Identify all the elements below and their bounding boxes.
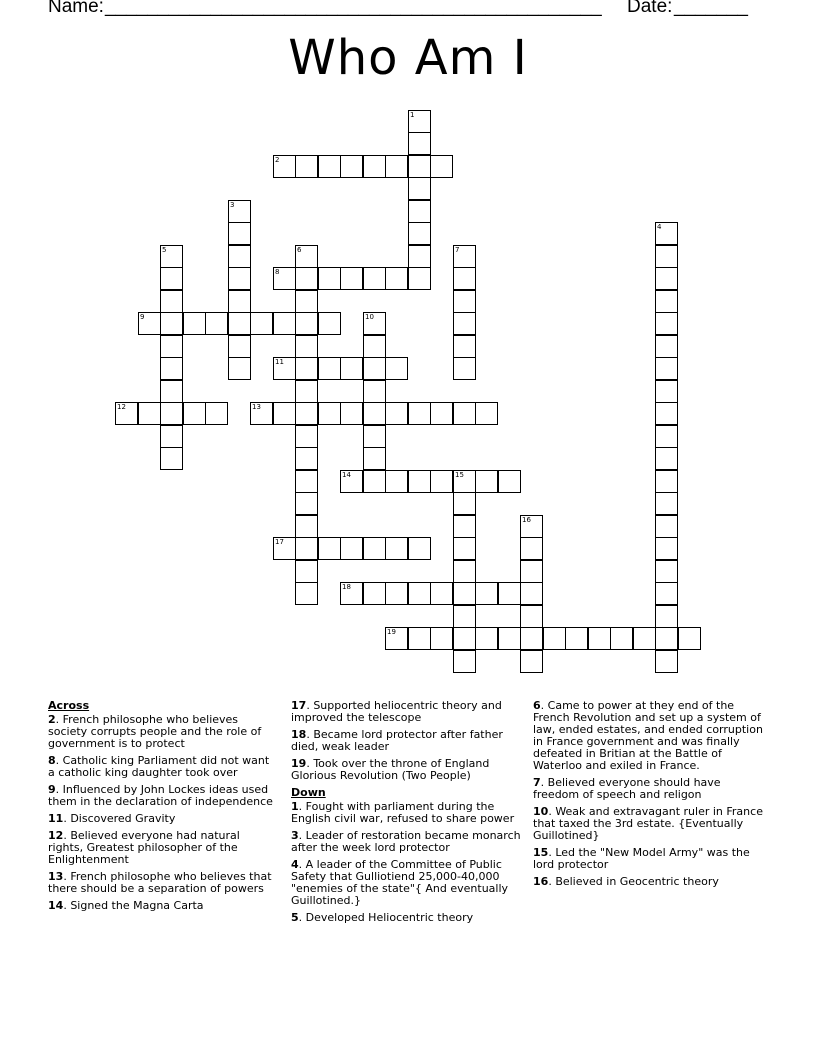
grid-cell[interactable] xyxy=(453,582,476,605)
grid-cell[interactable] xyxy=(385,357,408,380)
clue-number: 16 xyxy=(533,875,549,888)
grid-cell[interactable] xyxy=(160,425,183,448)
clue-text: Weak and extravagant ruler in France that taxed the 3rd estate. {Eventually Guillotined} xyxy=(533,805,763,842)
grid-cell[interactable] xyxy=(160,335,183,358)
clue-text: Came to power at they end of the French Revolution and set up a system of law, ended estates, and ended corruption in France government and was finally defeated in Britian at the Battle of Waterloo and exiled in France. xyxy=(533,699,763,772)
clue-text: Catholic king Parliament did not want a catholic king daughter took over xyxy=(48,754,270,779)
grid-cell[interactable] xyxy=(205,312,228,335)
grid-cell[interactable] xyxy=(408,245,431,268)
clue-text: Took over the throne of England Glorious Revolution (Two People) xyxy=(291,757,490,782)
clue-number: 8 xyxy=(275,268,280,276)
grid-cell[interactable] xyxy=(340,470,363,493)
grid-cell[interactable] xyxy=(385,402,408,425)
clue-separator: . xyxy=(63,870,71,883)
clue-separator: . xyxy=(55,713,63,726)
grid-cell[interactable] xyxy=(610,627,633,650)
clue-number: 7 xyxy=(455,246,460,254)
grid-cell[interactable] xyxy=(295,582,318,605)
grid-cell[interactable] xyxy=(160,357,183,380)
grid-cell[interactable] xyxy=(295,380,318,403)
grid-cell[interactable] xyxy=(318,357,341,380)
grid-cell[interactable] xyxy=(655,650,678,673)
grid-cell[interactable] xyxy=(273,155,296,178)
clue-separator: . xyxy=(298,858,306,871)
grid-cell[interactable] xyxy=(520,650,543,673)
grid-cell[interactable] xyxy=(453,650,476,673)
clue-number: 17 xyxy=(291,699,307,712)
clues-col-1 xyxy=(48,700,278,917)
clue-across-14 xyxy=(48,900,278,912)
clue-number: 19 xyxy=(387,628,396,636)
clue-text: Discovered Gravity xyxy=(70,812,176,825)
grid-cell[interactable] xyxy=(228,245,251,268)
clue-number: 11 xyxy=(48,812,64,825)
grid-cell[interactable] xyxy=(228,200,251,223)
name-field[interactable]: _______________________________________________ xyxy=(105,0,602,17)
grid-cell[interactable] xyxy=(183,312,206,335)
grid-cell[interactable] xyxy=(138,402,161,425)
clue-across-17 xyxy=(291,700,523,724)
grid-cell[interactable] xyxy=(408,177,431,200)
clue-separator: . xyxy=(298,829,306,842)
grid-cell[interactable] xyxy=(453,402,476,425)
grid-cell[interactable] xyxy=(340,357,363,380)
grid-cell[interactable] xyxy=(363,425,386,448)
clue-across-8 xyxy=(48,755,278,779)
clue-number: 12 xyxy=(117,403,126,411)
clues-col-3 xyxy=(533,700,769,893)
clue-down-5 xyxy=(291,912,523,924)
grid-cell[interactable] xyxy=(295,245,318,268)
grid-cell[interactable] xyxy=(655,312,678,335)
grid-cell[interactable] xyxy=(295,560,318,583)
clue-across-18 xyxy=(291,729,523,753)
grid-cell[interactable] xyxy=(408,110,431,133)
grid-cell[interactable] xyxy=(340,537,363,560)
grid-cell[interactable] xyxy=(655,380,678,403)
grid-cell[interactable] xyxy=(160,380,183,403)
clue-separator: . xyxy=(540,699,548,712)
grid-cell[interactable] xyxy=(385,267,408,290)
across-heading: Across xyxy=(48,699,90,712)
grid-cell[interactable] xyxy=(565,627,588,650)
grid-cell[interactable] xyxy=(363,537,386,560)
clue-number: 14 xyxy=(48,899,64,912)
grid-cell[interactable] xyxy=(318,155,341,178)
grid-cell[interactable] xyxy=(273,537,296,560)
grid-cell[interactable] xyxy=(250,402,273,425)
clue-number: 3 xyxy=(291,829,299,842)
grid-cell[interactable] xyxy=(340,582,363,605)
grid-cell[interactable] xyxy=(385,582,408,605)
grid-cell[interactable] xyxy=(633,627,656,650)
clue-number: 10 xyxy=(533,805,549,818)
grid-cell[interactable] xyxy=(295,312,318,335)
clue-separator: . xyxy=(306,757,314,770)
grid-cell[interactable] xyxy=(655,335,678,358)
header xyxy=(0,0,816,22)
clue-text: Fought with parliament during the English civil war, refused to share power xyxy=(291,800,515,825)
down-heading: Down xyxy=(291,786,326,799)
grid-cell[interactable] xyxy=(588,627,611,650)
clue-number: 15 xyxy=(455,471,464,479)
grid-cell[interactable] xyxy=(340,402,363,425)
clue-number: 7 xyxy=(533,776,541,789)
clue-number: 18 xyxy=(342,583,351,591)
date-label: Date: xyxy=(627,0,678,17)
date-field[interactable]: _______ xyxy=(674,0,748,17)
grid-cell[interactable] xyxy=(430,627,453,650)
grid-cell[interactable] xyxy=(453,470,476,493)
grid-cell[interactable] xyxy=(655,470,678,493)
clue-number: 4 xyxy=(657,223,662,231)
clue-separator: . xyxy=(55,783,63,796)
grid-cell[interactable] xyxy=(295,267,318,290)
clue-across-2 xyxy=(48,714,278,750)
grid-cell[interactable] xyxy=(228,222,251,245)
clue-across-19 xyxy=(291,758,523,782)
grid-cell[interactable] xyxy=(430,470,453,493)
clue-text: French philosophe who believes society corrupts people and the role of government is to protect xyxy=(48,713,262,750)
grid-cell[interactable] xyxy=(453,492,476,515)
grid-cell[interactable] xyxy=(295,335,318,358)
clue-down-4 xyxy=(291,859,523,907)
grid-cell[interactable] xyxy=(655,537,678,560)
clue-separator: . xyxy=(63,812,71,825)
grid-cell[interactable] xyxy=(430,582,453,605)
clue-number: 12 xyxy=(48,829,64,842)
grid-cell[interactable] xyxy=(408,537,431,560)
clue-number: 2 xyxy=(275,156,280,164)
clue-number: 9 xyxy=(140,313,145,321)
grid-cell[interactable] xyxy=(655,515,678,538)
grid-cell[interactable] xyxy=(655,605,678,628)
clue-across-12 xyxy=(48,830,278,866)
grid-cell[interactable] xyxy=(453,335,476,358)
grid-cell[interactable] xyxy=(295,537,318,560)
clue-number: 9 xyxy=(48,783,56,796)
grid-cell[interactable] xyxy=(273,402,296,425)
clue-number: 13 xyxy=(48,870,64,883)
grid-cell[interactable] xyxy=(273,267,296,290)
name-label: Name: xyxy=(48,0,110,17)
clue-separator: . xyxy=(306,699,314,712)
grid-cell[interactable] xyxy=(655,492,678,515)
clue-text: Supported heliocentric theory and improved the telescope xyxy=(291,699,502,724)
grid-cell[interactable] xyxy=(340,155,363,178)
grid-cell[interactable] xyxy=(385,537,408,560)
clue-text: Believed in Geocentric theory xyxy=(555,875,719,888)
grid-cell[interactable] xyxy=(453,357,476,380)
grid-cell[interactable] xyxy=(408,470,431,493)
grid-cell[interactable] xyxy=(453,605,476,628)
grid-cell[interactable] xyxy=(655,222,678,245)
grid-cell[interactable] xyxy=(475,627,498,650)
clue-text: Signed the Magna Carta xyxy=(70,899,204,912)
clue-number: 11 xyxy=(275,358,284,366)
grid-cell[interactable] xyxy=(340,267,363,290)
grid-cell[interactable] xyxy=(295,290,318,313)
grid-cell[interactable] xyxy=(295,492,318,515)
clue-separator: . xyxy=(55,754,63,767)
grid-cell[interactable] xyxy=(295,155,318,178)
clue-separator: . xyxy=(540,776,548,789)
grid-cell[interactable] xyxy=(655,267,678,290)
clue-number: 19 xyxy=(291,757,307,770)
grid-cell[interactable] xyxy=(385,470,408,493)
grid-cell[interactable] xyxy=(408,155,431,178)
grid-cell[interactable] xyxy=(228,312,251,335)
clue-down-7 xyxy=(533,777,769,801)
clue-number: 18 xyxy=(291,728,307,741)
grid-cell[interactable] xyxy=(655,447,678,470)
grid-cell[interactable] xyxy=(273,312,296,335)
grid-cell[interactable] xyxy=(408,200,431,223)
grid-cell[interactable] xyxy=(138,312,161,335)
clues-col-2 xyxy=(291,700,523,929)
grid-cell[interactable] xyxy=(678,627,701,650)
grid-cell[interactable] xyxy=(475,582,498,605)
grid-cell[interactable] xyxy=(250,312,273,335)
grid-cell[interactable] xyxy=(228,357,251,380)
grid-cell[interactable] xyxy=(160,267,183,290)
clue-down-6 xyxy=(533,700,769,772)
grid-cell[interactable] xyxy=(295,470,318,493)
grid-cell[interactable] xyxy=(205,402,228,425)
clue-separator: . xyxy=(63,899,71,912)
grid-cell[interactable] xyxy=(498,582,521,605)
clue-down-15 xyxy=(533,847,769,871)
grid-cell[interactable] xyxy=(363,357,386,380)
grid-cell[interactable] xyxy=(498,470,521,493)
grid-cell[interactable] xyxy=(453,537,476,560)
clue-number: 16 xyxy=(522,516,531,524)
clue-text: Led the "New Model Army" was the lord protector xyxy=(533,846,750,871)
grid-cell[interactable] xyxy=(408,222,431,245)
grid-cell[interactable] xyxy=(295,402,318,425)
grid-cell[interactable] xyxy=(160,312,183,335)
clue-down-16 xyxy=(533,876,769,888)
grid-cell[interactable] xyxy=(295,447,318,470)
grid-cell[interactable] xyxy=(363,335,386,358)
grid-cell[interactable] xyxy=(453,267,476,290)
grid-cell[interactable] xyxy=(115,402,138,425)
grid-cell[interactable] xyxy=(363,447,386,470)
clue-number: 6 xyxy=(297,246,302,254)
clue-number: 5 xyxy=(162,246,167,254)
grid-cell[interactable] xyxy=(295,357,318,380)
clue-separator: . xyxy=(548,805,556,818)
grid-cell[interactable] xyxy=(160,245,183,268)
clue-text: A leader of the Committee of Public Safety that Gulliotiend 25,000-40,000 "enemies of the state"{ And eventually Guillotined.} xyxy=(291,858,509,907)
grid-cell[interactable] xyxy=(655,245,678,268)
grid-cell[interactable] xyxy=(295,425,318,448)
grid-cell[interactable] xyxy=(408,582,431,605)
grid-cell[interactable] xyxy=(408,402,431,425)
grid-cell[interactable] xyxy=(520,560,543,583)
grid-cell[interactable] xyxy=(408,627,431,650)
clue-number: 5 xyxy=(291,911,299,924)
grid-cell[interactable] xyxy=(295,515,318,538)
grid-cell[interactable] xyxy=(453,312,476,335)
clue-separator: . xyxy=(298,911,306,924)
clue-text: French philosophe who believes that there should be a separation of powers xyxy=(48,870,272,895)
clue-across-13 xyxy=(48,871,278,895)
clue-down-1 xyxy=(291,801,523,825)
clue-text: Developed Heliocentric theory xyxy=(305,911,474,924)
grid-cell[interactable] xyxy=(430,155,453,178)
clue-separator: . xyxy=(298,800,306,813)
clue-number: 10 xyxy=(365,313,374,321)
grid-cell[interactable] xyxy=(655,290,678,313)
clue-number: 17 xyxy=(275,538,284,546)
grid-cell[interactable] xyxy=(520,627,543,650)
grid-cell[interactable] xyxy=(520,605,543,628)
grid-cell[interactable] xyxy=(228,267,251,290)
grid-cell[interactable] xyxy=(385,627,408,650)
clue-number: 14 xyxy=(342,471,351,479)
clue-text: Became lord protector after father died, weak leader xyxy=(291,728,503,753)
grid-cell[interactable] xyxy=(363,312,386,335)
clue-down-3 xyxy=(291,830,523,854)
clue-number: 13 xyxy=(252,403,261,411)
clue-number: 6 xyxy=(533,699,541,712)
clue-separator: . xyxy=(548,875,556,888)
grid-cell[interactable] xyxy=(520,515,543,538)
grid-cell[interactable] xyxy=(655,425,678,448)
clue-separator: . xyxy=(306,728,314,741)
clue-text: Believed everyone should have freedom of speech and religon xyxy=(533,776,721,801)
grid-cell[interactable] xyxy=(363,380,386,403)
grid-cell[interactable] xyxy=(363,155,386,178)
clue-number: 1 xyxy=(291,800,299,813)
grid-cell[interactable] xyxy=(520,537,543,560)
grid-cell[interactable] xyxy=(655,582,678,605)
grid-cell[interactable] xyxy=(160,290,183,313)
clue-across-11 xyxy=(48,813,278,825)
grid-cell[interactable] xyxy=(408,132,431,155)
page-title: Who Am I xyxy=(288,30,528,86)
grid-cell[interactable] xyxy=(453,290,476,313)
grid-cell[interactable] xyxy=(475,402,498,425)
clue-number: 3 xyxy=(230,201,235,209)
grid-cell[interactable] xyxy=(655,560,678,583)
clue-text: Leader of restoration became monarch after the week lord protector xyxy=(291,829,521,854)
grid-cell[interactable] xyxy=(453,560,476,583)
grid-cell[interactable] xyxy=(385,155,408,178)
grid-cell[interactable] xyxy=(183,402,206,425)
grid-cell[interactable] xyxy=(453,627,476,650)
grid-cell[interactable] xyxy=(520,582,543,605)
grid-cell[interactable] xyxy=(655,627,678,650)
clue-number: 2 xyxy=(48,713,56,726)
clue-across-9 xyxy=(48,784,278,808)
clue-text: Believed everyone had natural rights, Greatest philosopher of the Enlightenment xyxy=(48,829,240,866)
clue-separator: . xyxy=(548,846,556,859)
grid-cell[interactable] xyxy=(408,267,431,290)
grid-cell[interactable] xyxy=(498,627,521,650)
grid-cell[interactable] xyxy=(228,290,251,313)
grid-cell[interactable] xyxy=(228,335,251,358)
grid-cell[interactable] xyxy=(318,402,341,425)
clue-number: 8 xyxy=(48,754,56,767)
grid-cell[interactable] xyxy=(363,267,386,290)
grid-cell[interactable] xyxy=(160,447,183,470)
clue-number: 1 xyxy=(410,111,415,119)
grid-cell[interactable] xyxy=(655,402,678,425)
grid-cell[interactable] xyxy=(318,312,341,335)
grid-cell[interactable] xyxy=(273,357,296,380)
grid-cell[interactable] xyxy=(543,627,566,650)
clue-number: 15 xyxy=(533,846,549,859)
grid-cell[interactable] xyxy=(453,515,476,538)
grid-cell[interactable] xyxy=(475,470,498,493)
grid-cell[interactable] xyxy=(363,582,386,605)
clue-number: 4 xyxy=(291,858,299,871)
grid-cell[interactable] xyxy=(363,402,386,425)
grid-cell[interactable] xyxy=(363,470,386,493)
grid-cell[interactable] xyxy=(430,402,453,425)
clue-text: Influenced by John Lockes ideas used them in the declaration of independence xyxy=(48,783,273,808)
grid-cell[interactable] xyxy=(318,267,341,290)
grid-cell[interactable] xyxy=(160,402,183,425)
grid-cell[interactable] xyxy=(318,537,341,560)
clue-down-10 xyxy=(533,806,769,842)
grid-cell[interactable] xyxy=(453,245,476,268)
grid-cell[interactable] xyxy=(655,357,678,380)
clue-separator: . xyxy=(63,829,71,842)
